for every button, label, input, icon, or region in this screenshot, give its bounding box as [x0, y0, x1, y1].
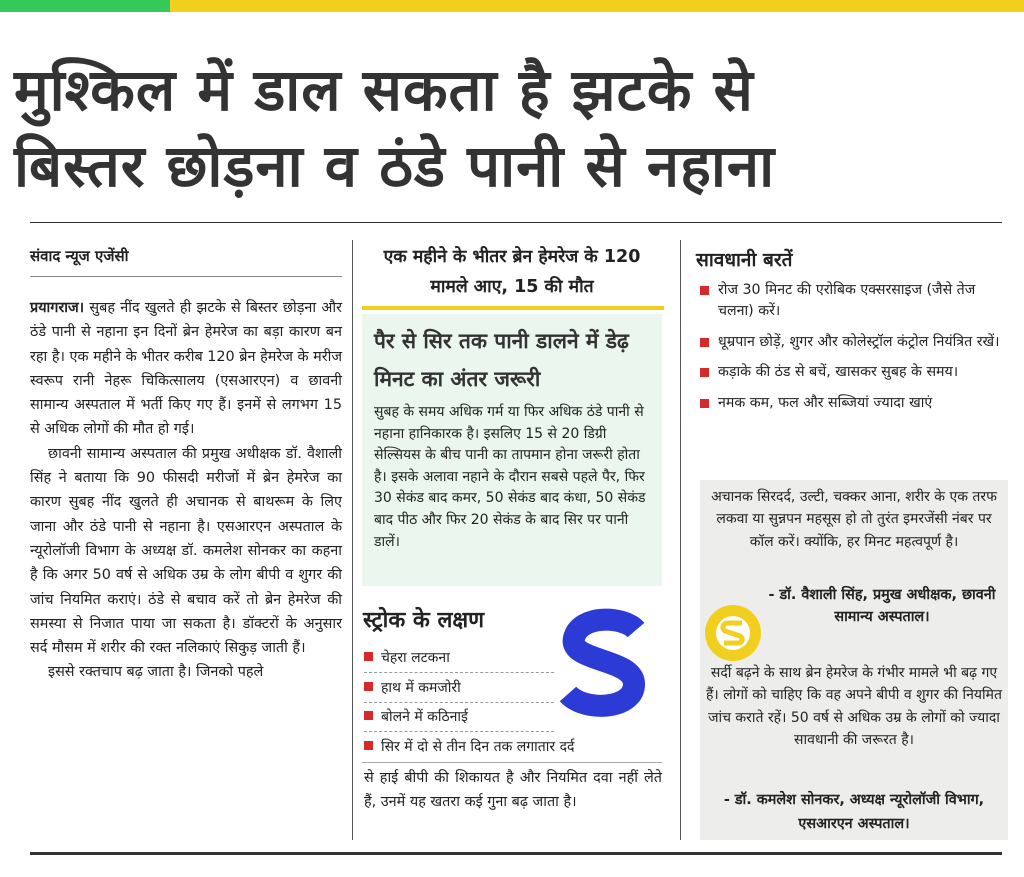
- dotted-divider: [364, 672, 554, 673]
- caution-title: सावधानी बरतें: [696, 249, 793, 271]
- quote-attribution: - डॉ. कमलेश सोनकर, अध्यक्ष न्यूरोलॉजी विभाग, एसआरएन अस्पताल।: [723, 792, 985, 832]
- caution-tip: कड़ाके की ठंड से बचें, खासकर सुबह के समय।: [700, 362, 1002, 383]
- symptom-item: चेहरा लटकना: [364, 648, 450, 667]
- bullet-square: [364, 652, 373, 661]
- headline-line-2: बिस्तर छोड़ना व ठंडे पानी से नहाना: [14, 132, 776, 200]
- quote-attribution: - डॉ. वैशाली सिंह, प्रमुख अधीक्षक, छावनी सामान्य अस्पताल।: [768, 587, 996, 626]
- bathing-tip-body: सुबह के समय अधिक गर्म या फिर अधिक ठंडे पानी से नहाना हानिकारक है। इसलिए 15 से 20 डिग्री सेल्सियस के बीच पानी का तापमान होना जरूरी होता है। इसके अलावा नहाने के दौरान सबसे पहले पैर, फिर 30 सेकंड बाद कमर, 50 सेकंड बाद कंधा, 50 सेकंड बाद पीठ और फिर 20 सेकंड के बाद सिर पर पानी डालें।: [374, 404, 646, 550]
- paragraph-text: सुबह नींद खुलते ही झटके से बिस्तर छोड़ना और ठंडे पानी से नहाना इन दिनों ब्रेन हेमरेज का बड़ा कारण बन रहा है। एक महीने के भीतर करीब 120 ब्रेन हेमरेज के मरीज स्वरूप रानी नेहरू चिकित्सालय (एसआरएन) व छावनी सामान्य अस्पताल में भर्ती किए गए हैं। इनमें से लगभग 15 से अधिक लोगों की मौत हो गई।: [30, 300, 342, 438]
- symptom-item: हाथ में कमजोरी: [364, 678, 461, 697]
- quote-text: अचानक सिरदर्द, उल्टी, चक्कर आना, शरीर के एक तरफ लकवा या सुन्नपन महसूस हो तो तुरंत इमरजेंसी नंबर पर कॉल करें। क्योंकि, हर मिनट महत्वपूर्ण है।: [711, 489, 997, 550]
- yellow-logo-icon: [704, 604, 762, 662]
- article-paragraph: छावनी सामान्य अस्पताल की प्रमुख अधीक्षक डॉ. वैशाली सिंह ने बताया कि 90 फीसदी मरीजों में ब्रेन हेमरेज का कारण सुबह नींद खुलते ही अचानक से बाथरूम के लिए जाना और ठंडे पानी से नहाना है। एसआरएन अस्पताल के न्यूरोलॉजी विभाग के अध्यक्ष डॉ. कमलेश सोनकर का कहना है कि अगर 50 वर्ष से अधिक उम्र के लोग बीपी व शुगर की जांच नियमित कराएं। ठंडे से बचाव करें तो ब्रेन हेमरेज की समस्या से निजात पाया जा सकता है। डॉक्टरों के अनुसार सर्द मौसम में शरीर की रक्त नलिकाएं सिकुड़ जाती हैं।: [30, 445, 342, 657]
- bullet-square: [364, 741, 373, 750]
- bullet-square: [364, 682, 373, 691]
- article-paragraph: इससे रक्तचाप बढ़ जाता है। जिनको पहले: [48, 664, 264, 681]
- article-paragraph: [30, 296, 342, 442]
- bottom-rule: [30, 852, 1002, 855]
- symptom-list: [364, 648, 664, 760]
- byline-rule: [30, 276, 342, 277]
- bullet-square: [700, 338, 709, 347]
- article-continuation: से हाई बीपी की शिकायत है और नियमित दवा नहीं लेते हैं, उनमें यह खतरा कई गुना बढ़ जाता है।: [364, 770, 662, 811]
- caution-tip: नमक कम, फल और सब्जियां ज्यादा खाएं: [700, 393, 1002, 414]
- bullet-square: [700, 368, 709, 377]
- caution-tip-list: [700, 280, 1002, 423]
- main-headline: [14, 52, 1014, 204]
- column-divider: [352, 240, 353, 840]
- middle-headline-underline: [362, 306, 664, 310]
- dotted-divider: [364, 731, 554, 732]
- headline-rule: [30, 222, 1002, 223]
- dotted-divider: [364, 702, 554, 703]
- stroke-symptoms-title: स्ट्रोक के लक्षण: [363, 608, 485, 633]
- headline-line-1: मुश्किल में डाल सकता है झटके से: [14, 56, 754, 124]
- bullet-square: [700, 399, 709, 408]
- caution-tip: धूम्रपान छोड़ें, शुगर और कोलेस्ट्रॉल कंट्रोल नियंत्रित रखें।: [700, 332, 1002, 353]
- bullet-square: [700, 286, 709, 295]
- bullet-square: [364, 711, 373, 720]
- caution-tip: रोज 30 मिनट की एरोबिक एक्सरसाइज (जैसे तेज चलना) करें।: [700, 280, 1002, 323]
- column-divider: [680, 240, 681, 840]
- quote-text: सर्दी बढ़ने के साथ ब्रेन हेमरेज के गंभीर मामले भी बढ़ गए हैं। लोगों को चाहिए कि वह अपने बीपी व शुगर की नियमित जांच कराते रहें। 50 वर्ष से अधिक उम्र के लोगों को ज्यादा सावधानी की जरूरत है।: [706, 665, 1003, 749]
- top-green-strip: [0, 0, 170, 12]
- symptom-item: बोलने में कठिनाई: [364, 707, 468, 726]
- agency-byline: संवाद न्यूज एजेंसी: [30, 247, 129, 265]
- symptom-item: सिर में दो से तीन दिन तक लगातार दर्द: [364, 737, 574, 756]
- bathing-tip-title: पैर से सिर तक पानी डालने में डेढ़ मिनट का अंतर जरूरी: [374, 329, 629, 391]
- dateline: प्रयागराज।: [30, 300, 85, 316]
- top-color-bar: [0, 0, 1024, 12]
- middle-headline: एक महीने के भीतर ब्रेन हेमरेज के 120 मामले आए, 15 की मौत: [383, 247, 641, 297]
- symptom-bottom-rule: [362, 762, 662, 763]
- article-left-column: [30, 296, 342, 685]
